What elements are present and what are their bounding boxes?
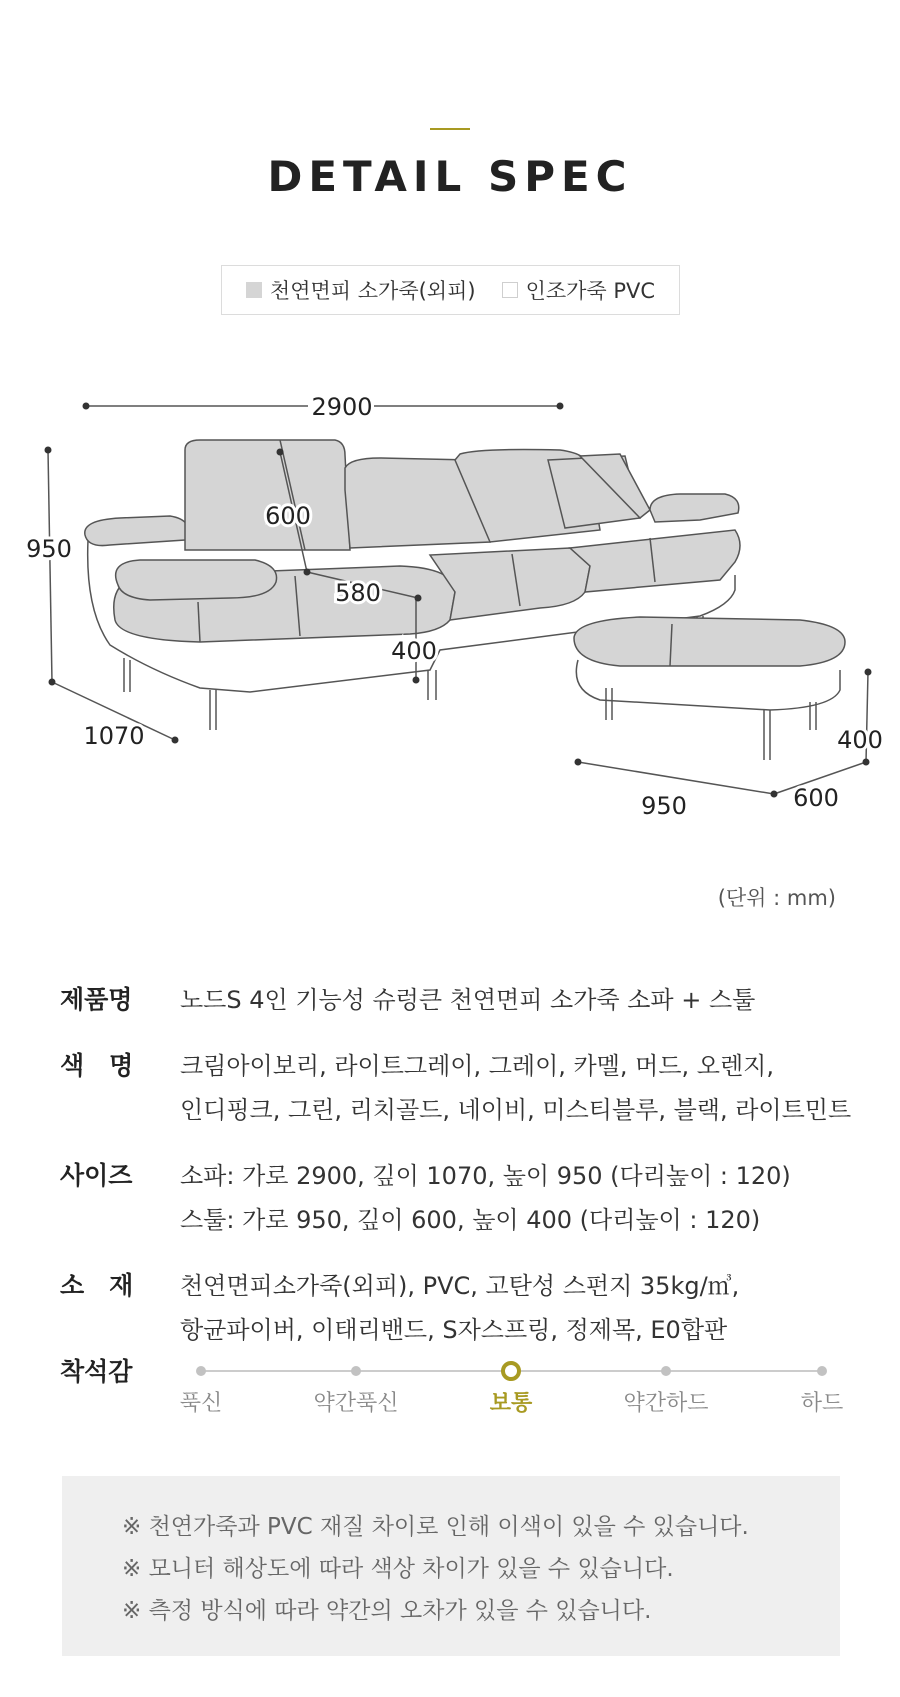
spec-label: 사이즈 bbox=[60, 1161, 133, 1190]
dim-headrest-height: 600 bbox=[265, 502, 311, 530]
comfort-scale bbox=[60, 1350, 860, 1430]
legend-item-natural-leather bbox=[246, 275, 476, 305]
spec-label: 색 명 bbox=[60, 1051, 134, 1080]
legend-label: 인조가죽 PVC bbox=[525, 279, 656, 303]
scale-dot-icon bbox=[351, 1366, 361, 1376]
spec-label: 제품명 bbox=[60, 985, 133, 1014]
notice-line: ※ 천연가죽과 PVC 재질 차이로 인해 이색이 있을 수 있습니다. bbox=[122, 1514, 749, 1540]
legend-label: 천연면피 소가죽(외피) bbox=[269, 279, 476, 303]
material-legend bbox=[221, 265, 680, 315]
comfort-stop bbox=[601, 1350, 731, 1417]
dim-stool-depth: 600 bbox=[793, 784, 839, 812]
spec-value: 크림아이보리, 라이트그레이, 그레이, 카멜, 머드, 오렌지, bbox=[180, 1052, 774, 1080]
title-accent-line bbox=[430, 128, 470, 130]
comfort-stop-label: 보통 bbox=[489, 1391, 533, 1416]
dim-sofa-height: 950 bbox=[26, 535, 72, 563]
comfort-stop-label: 약간하드 bbox=[623, 1391, 709, 1416]
spec-row-material bbox=[60, 1264, 860, 1352]
comfort-label: 착석감 bbox=[60, 1357, 133, 1386]
notice-line: ※ 측정 방식에 따라 약간의 오차가 있을 수 있습니다. bbox=[122, 1598, 652, 1624]
spec-value: 항균파이버, 이태리밴드, S자스프링, 정제목, E0합판 bbox=[180, 1316, 728, 1344]
spec-label: 소 재 bbox=[60, 1271, 134, 1300]
comfort-stop bbox=[757, 1350, 887, 1417]
scale-dot-icon bbox=[196, 1366, 206, 1376]
scale-dot-icon bbox=[817, 1366, 827, 1376]
dim-sofa-width: 2900 bbox=[311, 393, 373, 421]
comfort-stop-label: 하드 bbox=[800, 1391, 844, 1416]
dim-sofa-depth: 1070 bbox=[83, 722, 145, 750]
comfort-stop-label: 푹신 bbox=[179, 1391, 223, 1416]
spec-value: 천연면피소가죽(외피), PVC, 고탄성 스펀지 35kg/㎥, bbox=[180, 1272, 740, 1300]
notice-line: ※ 모니터 해상도에 따라 색상 차이가 있을 수 있습니다. bbox=[122, 1556, 674, 1582]
spec-row-product-name bbox=[60, 978, 860, 1022]
spec-values bbox=[180, 1044, 860, 1132]
spec-value: 소파: 가로 2900, 깊이 1070, 높이 950 (다리높이 : 120) bbox=[180, 1162, 791, 1190]
spec-values bbox=[180, 1264, 860, 1352]
spec-values bbox=[180, 1154, 860, 1242]
dim-seat-height: 400 bbox=[391, 637, 437, 665]
dim-stool-height: 400 bbox=[837, 726, 883, 754]
comfort-stop bbox=[291, 1350, 421, 1417]
dim-seat-depth: 580 bbox=[335, 579, 381, 607]
empty-square-icon bbox=[502, 282, 518, 298]
spec-table bbox=[60, 978, 860, 1374]
comfort-stop bbox=[136, 1350, 266, 1417]
dimension-drawing bbox=[0, 370, 900, 840]
dim-stool-width: 950 bbox=[641, 792, 687, 820]
spec-value: 인디핑크, 그린, 리치골드, 네이비, 미스티블루, 블랙, 라이트민트 bbox=[180, 1096, 852, 1124]
page-title: DETAIL SPEC bbox=[267, 152, 633, 201]
spec-row-size bbox=[60, 1154, 860, 1242]
comfort-stop-label: 약간푹신 bbox=[313, 1391, 399, 1416]
spec-value: 노드S 4인 기능성 슈렁큰 천연면피 소가죽 소파 + 스툴 bbox=[180, 986, 756, 1014]
spec-value: 스툴: 가로 950, 깊이 600, 높이 400 (다리높이 : 120) bbox=[180, 1206, 761, 1234]
spec-values bbox=[180, 978, 860, 1022]
selected-ring-icon bbox=[501, 1361, 521, 1381]
scale-dot-icon bbox=[661, 1366, 671, 1376]
spec-row-colors bbox=[60, 1044, 860, 1132]
comfort-stop-selected bbox=[446, 1350, 576, 1417]
unit-note: (단위 : mm) bbox=[717, 886, 836, 910]
legend-item-pvc bbox=[502, 275, 656, 305]
filled-square-icon bbox=[246, 282, 262, 298]
notice-box bbox=[62, 1476, 840, 1656]
